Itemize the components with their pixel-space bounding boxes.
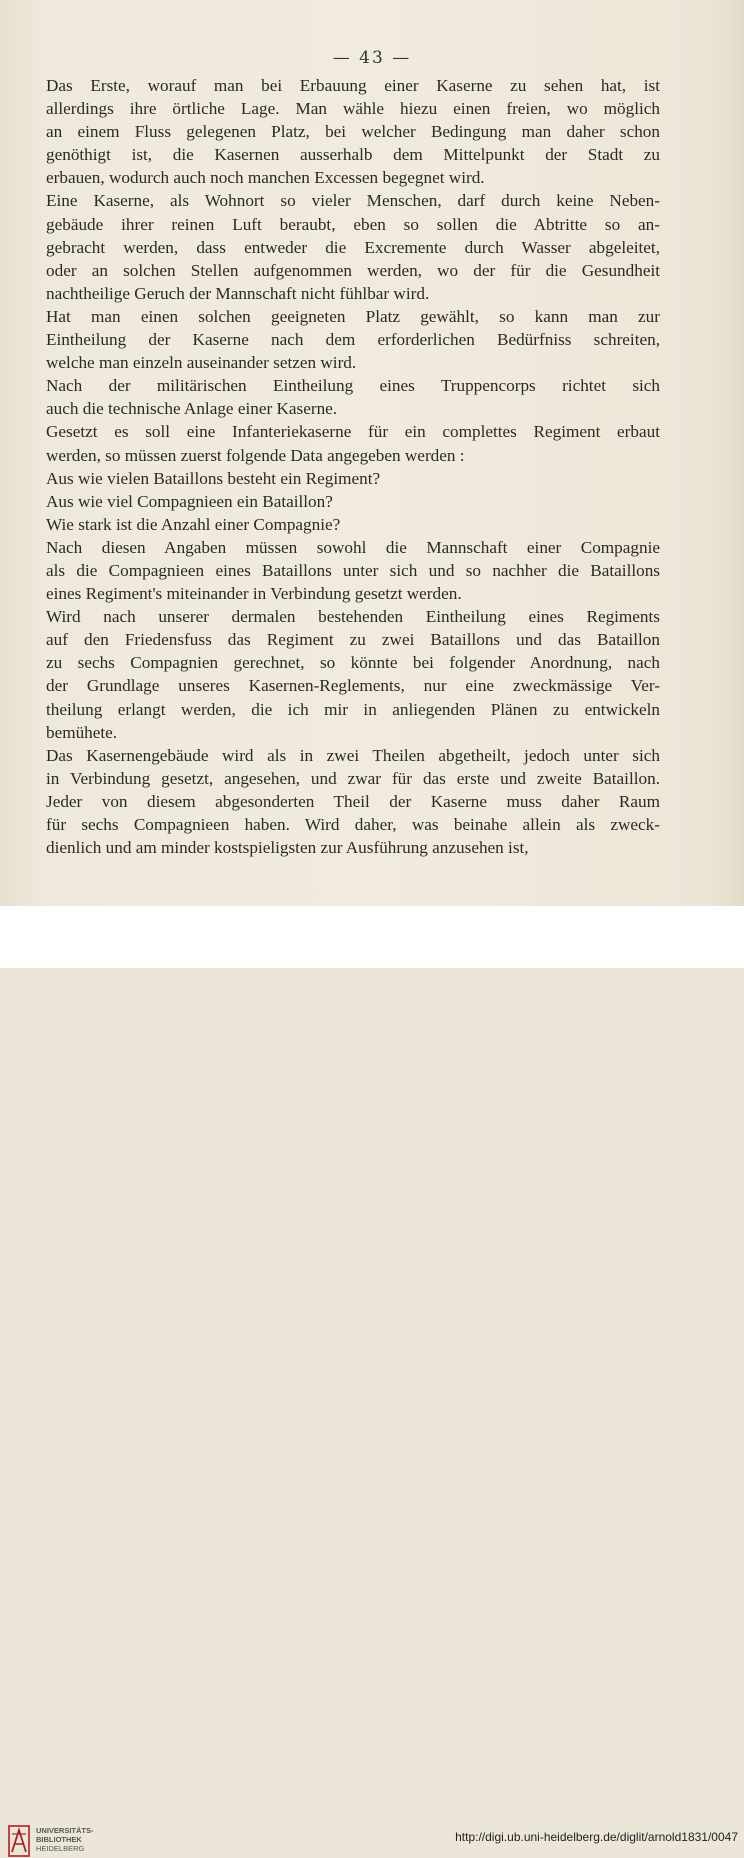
- text-line: in Verbindung gesetzt, angesehen, und zwar für das erste und zweite Bataillon.: [46, 768, 660, 788]
- text-line: dienlich und am minder kostspieligsten zur Ausführung anzusehen ist,: [46, 838, 529, 858]
- text-line: Das Kasernengebäude wird als in zwei Theilen abgetheilt, jedoch unter sich: [46, 745, 660, 765]
- footer-bar: [0, 906, 744, 1853]
- text-line: bemühete.: [46, 722, 118, 742]
- text-line: Nach diesen Angaben müssen sowohl die Mannschaft einer Compagnie: [46, 537, 660, 557]
- text-line: auch die technische Anlage einer Kaserne.: [46, 399, 338, 419]
- text-line: Das Erste, worauf man bei Erbauung einer Kaserne zu sehen hat, ist: [46, 76, 660, 95]
- text-line: Aus wie vielen Bataillons besteht ein Regiment?: [46, 468, 381, 488]
- text-line: zu sechs Compagnien gerechnet, so könnte bei folgender Anordnung, nach: [46, 653, 660, 673]
- library-name-line-1: UNIVERSITÄTS-: [36, 1826, 94, 1835]
- source-url[interactable]: http://digi.ub.uni-heidelberg.de/diglit/arnold1831/0047: [455, 1830, 738, 1844]
- library-name-line-2: BIBLIOTHEK: [36, 1835, 82, 1844]
- text-line: genöthigt ist, die Kasernen ausserhalb dem Mittelpunkt der Stadt zu: [46, 145, 660, 165]
- body-text: [46, 74, 660, 859]
- text-line: Eine Kaserne, als Wohnort so vieler Menschen, darf durch keine Neben-: [46, 191, 660, 211]
- text-line: allerdings ihre örtliche Lage. Man wähle hiezu einen freien, wo möglich: [46, 99, 660, 119]
- text-line: Hat man einen solchen geeigneten Platz gewählt, so kann man zur: [46, 306, 660, 326]
- text-line: theilung erlangt werden, die ich mir in anliegenden Plänen zu entwickeln: [46, 699, 660, 719]
- text-line: oder an solchen Stellen aufgenommen werden, wo der für die Gesundheit: [46, 260, 660, 280]
- text-line: eines Regiment's miteinander in Verbindung gesetzt werden.: [46, 584, 462, 604]
- text-line: erbauen, wodurch auch noch manchen Excessen begegnet wird.: [46, 168, 485, 188]
- text-line: Eintheilung der Kaserne nach dem erforderlichen Bedürfniss schreiten,: [46, 330, 660, 350]
- library-name: [36, 1826, 94, 1853]
- text-line: Jeder von diesem abgesonderten Theil der Kaserne muss daher Raum: [46, 791, 660, 811]
- text-line: als die Compagnieen eines Bataillons unter sich und so nachher die Bataillons: [46, 560, 660, 580]
- library-name-line-3: HEIDELBERG: [36, 1844, 85, 1853]
- text-line: Nach der militärischen Eintheilung eines Truppencorps richtet sich: [46, 376, 660, 396]
- text-line: welche man einzeln auseinander setzen wird.: [46, 353, 357, 373]
- text-line: werden, so müssen zuerst folgende Data angegeben werden :: [46, 445, 465, 465]
- text-line: Wie stark ist die Anzahl einer Compagnie?: [46, 514, 341, 534]
- text-line: gebracht werden, dass entweder die Excremente durch Wasser abgeleitet,: [46, 237, 660, 257]
- text-line: nachtheilige Geruch der Mannschaft nicht fühlbar wird.: [46, 283, 430, 303]
- text-line: für sechs Compagnieen haben. Wird daher, was beinahe allein als zweck-: [46, 815, 660, 834]
- text-line: Aus wie viel Compagnieen ein Bataillon?: [46, 491, 333, 511]
- text-line: auf den Friedensfuss das Regiment zu zwei Bataillons und das Bataillon: [46, 630, 660, 650]
- text-line: Gesetzt es soll eine Infanteriekaserne für ein complettes Regiment erbaut: [46, 422, 660, 442]
- university-library-logo-icon: [8, 1824, 30, 1858]
- page-number: — 43 —: [332, 48, 412, 68]
- text-line: der Grundlage unseres Kasernen-Reglements, nur eine zweckmässige Ver-: [46, 676, 660, 696]
- text-line: an einem Fluss gelegenen Platz, bei welcher Bedingung man daher schon: [46, 122, 660, 142]
- text-line: Wird nach unserer dermalen bestehenden Eintheilung eines Regiments: [46, 607, 660, 627]
- text-line: gebäude ihrer reinen Luft beraubt, eben so sollen die Abtritte so an-: [46, 214, 660, 234]
